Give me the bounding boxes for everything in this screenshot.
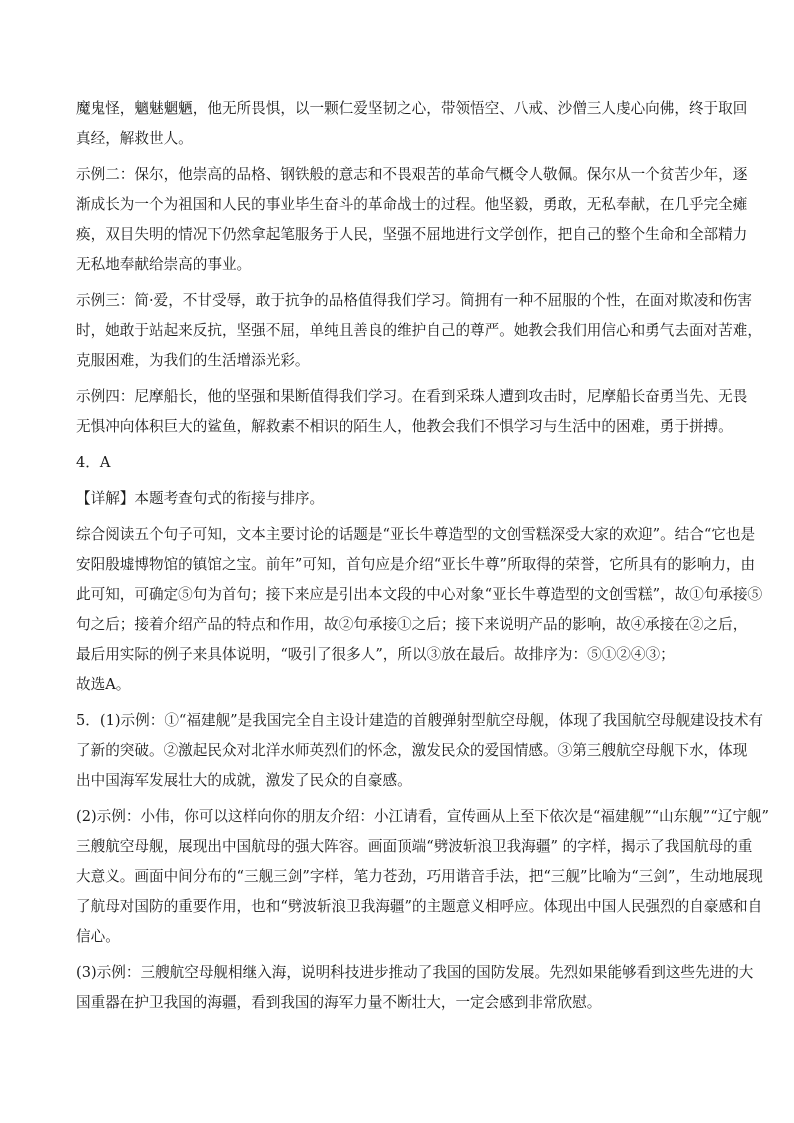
text-line: 安阳殷墟博物馆的镇馆之宝。前年”可知，首句应是介绍“亚长牛尊”所取得的荣誉，它所具有的影响力，由	[76, 556, 756, 573]
text-line: 魔鬼怪，魑魅魍魉，他无所畏惧，以一颗仁爱坚韧之心，带领悟空、八戒、沙僧三人虔心向佛，终于取回	[76, 100, 748, 117]
text-line: 克服困难，为我们的生活增添光彩。	[76, 352, 310, 369]
text-line: 示例二：保尔，他崇高的品格、钢铁般的意志和不畏艰苦的革命气概令人敬佩。保尔从一个贫苦少年，逐	[76, 166, 748, 183]
text-line: 痪，双目失明的情况下仍然拿起笔服务于人民，坚强不屈地进行文学创作，把自己的整个生命和全部精力	[76, 226, 748, 243]
text-line: 示例三：简·爱，不甘受辱，敢于抗争的品格值得我们学习。简拥有一种不屈服的个性，在面对欺凌和伤害	[76, 292, 752, 309]
answer-text-body	[76, 94, 769, 1018]
text-line: 时，她敢于站起来反抗，坚强不屈，单纯且善良的维护自己的尊严。她教会我们用信心和勇气去面对苦难，	[76, 322, 762, 339]
text-line: 句之后；接着介绍产品的特点和作用，故②句承接①之后；接下来说明产品的影响，故④承接在②之后，	[76, 616, 748, 633]
text-line: 5．(1)示例：①“福建舰”是我国完全自主设计建造的首艘弹射型航空母舰，体现了我国航空母舰建设技术有	[76, 712, 764, 729]
text-line: 渐成长为一个为祖国和人民的事业毕生奋斗的革命战士的过程。他坚毅，勇敢，无私奉献，在几乎完全瘫	[76, 196, 748, 213]
text-line: 大意义。画面中间分布的“三舰三剑”字样，笔力苍劲，巧用谐音手法，把“三舰”比喻为“三剑”，生动地展现	[76, 868, 763, 885]
text-line: 故选A。	[76, 676, 131, 693]
text-line: 信心。	[76, 928, 120, 945]
text-line: 无惧冲向体积巨大的鲨鱼，解救素不相识的陌生人，他教会我们不惧学习与生活中的困难，勇于拼搏。	[76, 418, 733, 435]
text-line: 示例四：尼摩船长，他的坚强和果断值得我们学习。在看到采珠人遭到攻击时，尼摩船长奋勇当先、无畏	[76, 388, 748, 405]
text-line: 了航母对国防的重要作用，也和“劈波斩浪卫我海疆”的主题意义相呼应。体现出中国人民强烈的自豪感和自	[76, 898, 763, 915]
text-line: 此可知，可确定⑤句为首句；接下来应是引出本文段的中心对象“亚长牛尊造型的文创雪糕”，故①句承接⑤	[76, 586, 763, 603]
text-line: 出中国海军发展壮大的成就，激发了民众的自豪感。	[76, 772, 412, 789]
text-line: 国重器在护卫我国的海疆，看到我国的海军力量不断壮大，一定会感到非常欣慰。	[76, 994, 602, 1011]
text-line: 三艘航空母舰，展现出中国航母的强大阵容。画面顶端“劈波斩浪卫我海疆” 的字样，揭示了我国航母的重	[76, 838, 753, 855]
question-number: 4．A	[76, 454, 111, 471]
text-line: (3)示例：三艘航空母舰相继入海，说明科技进步推动了我国的国防发展。先烈如果能够看到这些先进的大	[76, 964, 754, 981]
text-line: 【详解】本题考查句式的衔接与排序。	[76, 490, 325, 507]
text-line: 无私地奉献给崇高的事业。	[76, 256, 252, 273]
text-line: 真经，解救世人。	[76, 130, 193, 147]
text-line: 最后用实际的例子来具体说明，“吸引了很多人”，所以③放在最后。故排序为：⑤①②④③；	[76, 646, 675, 663]
text-line: 综合阅读五个句子可知，文本主要讨论的话题是“亚长牛尊造型的文创雪糕深受大家的欢迎”。结合“它也是	[76, 526, 756, 543]
text-line: (2)示例：小伟，你可以这样向你的朋友介绍：小江请看，宣传画从上至下依次是“福建舰”“山东舰”“辽宁舰”	[76, 808, 769, 825]
text-line: 了新的突破。②激起民众对北洋水师英烈们的怀念，激发民众的爱国情感。③第三艘航空母舰下水，体现	[76, 742, 748, 759]
